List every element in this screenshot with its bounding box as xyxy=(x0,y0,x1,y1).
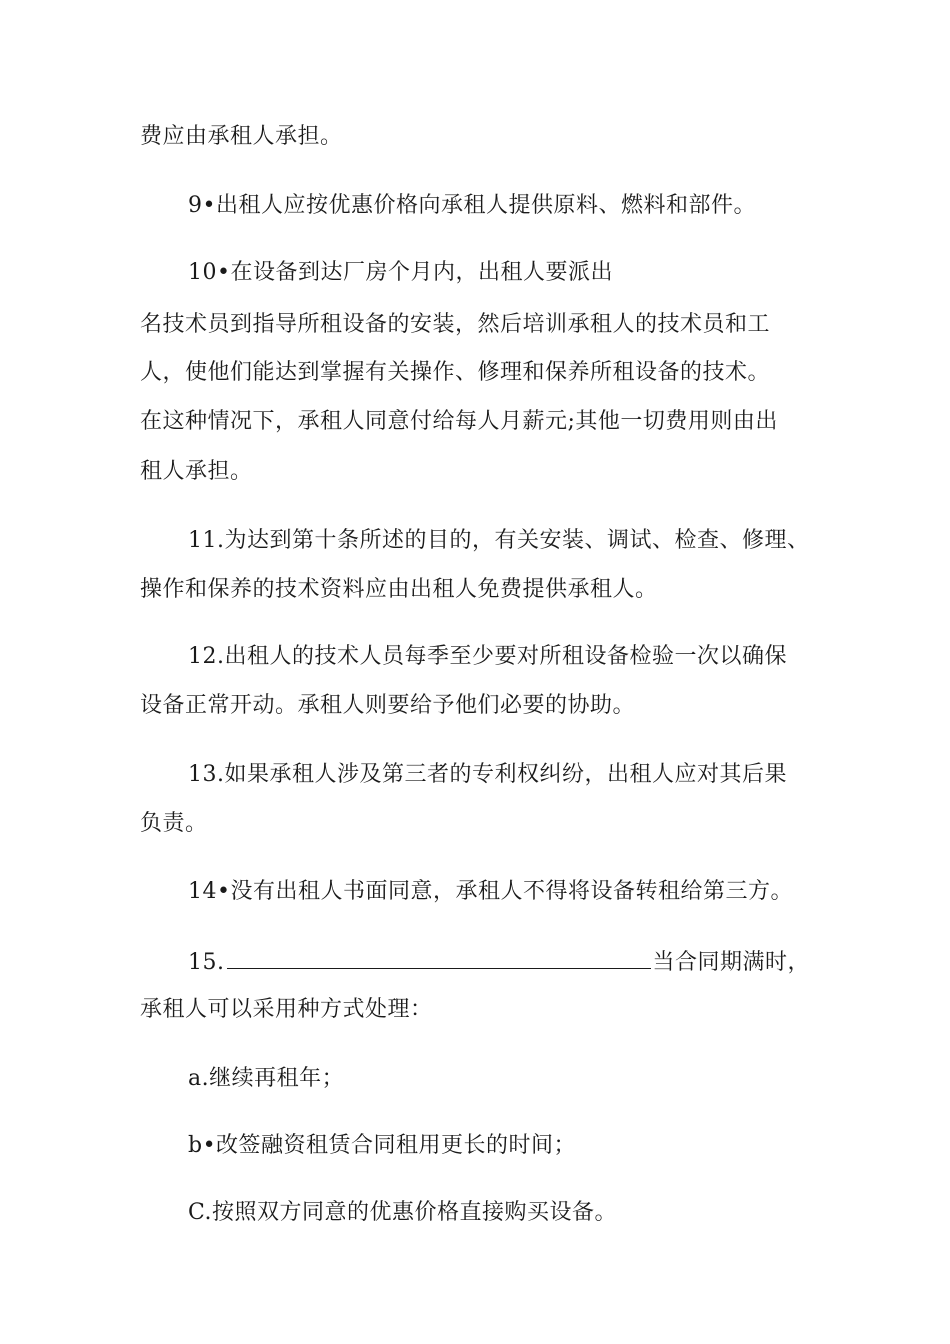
clause-13: 13.如果承租人涉及第三者的专利权纠纷，出租人应对其后果 xyxy=(188,762,787,787)
text-line: 费应由承租人承担。 xyxy=(140,124,343,149)
clause-15 xyxy=(188,946,810,978)
text-line: 设备正常开动。承租人则要给予他们必要的协助。 xyxy=(140,693,636,718)
clause-15-text: 当合同期满时， xyxy=(652,950,811,975)
text-line: 人，使他们能达到掌握有关操作、修理和保养所租设备的技术。 xyxy=(140,360,771,385)
option-a: a.继续再租年； xyxy=(188,1066,345,1091)
option-c: C.按照双方同意的优惠价格直接购买设备。 xyxy=(188,1200,618,1225)
text-line: 承租人可以采用种方式处理： xyxy=(140,997,433,1022)
clause-15-number: 15. xyxy=(188,950,225,975)
text-line: 负责。 xyxy=(140,811,208,836)
clause-10: 10•在设备到达厂房个月内，出租人要派出 xyxy=(188,260,613,285)
text-line: 操作和保养的技术资料应由出租人免费提供承租人。 xyxy=(140,577,658,602)
clause-14: 14•没有出租人书面同意，承租人不得将设备转租给第三方。 xyxy=(188,879,793,904)
text-line: 租人承担。 xyxy=(140,459,253,484)
clause-9: 9•出租人应按优惠价格向承租人提供原料、燃料和部件。 xyxy=(188,193,756,218)
fill-in-blank xyxy=(227,946,651,969)
text-line: 在这种情况下，承租人同意付给每人月薪元;其他一切费用则由出 xyxy=(140,409,778,434)
clause-11: 11.为达到第十条所述的目的，有关安装、调试、检查、修理、 xyxy=(188,528,810,553)
clause-12: 12.出租人的技术人员每季至少要对所租设备检验一次以确保 xyxy=(188,644,787,669)
option-b: b•改签融资租赁合同租用更长的时间； xyxy=(188,1133,577,1158)
text-line: 名技术员到指导所租设备的安装，然后培训承租人的技术员和工 xyxy=(140,312,771,337)
